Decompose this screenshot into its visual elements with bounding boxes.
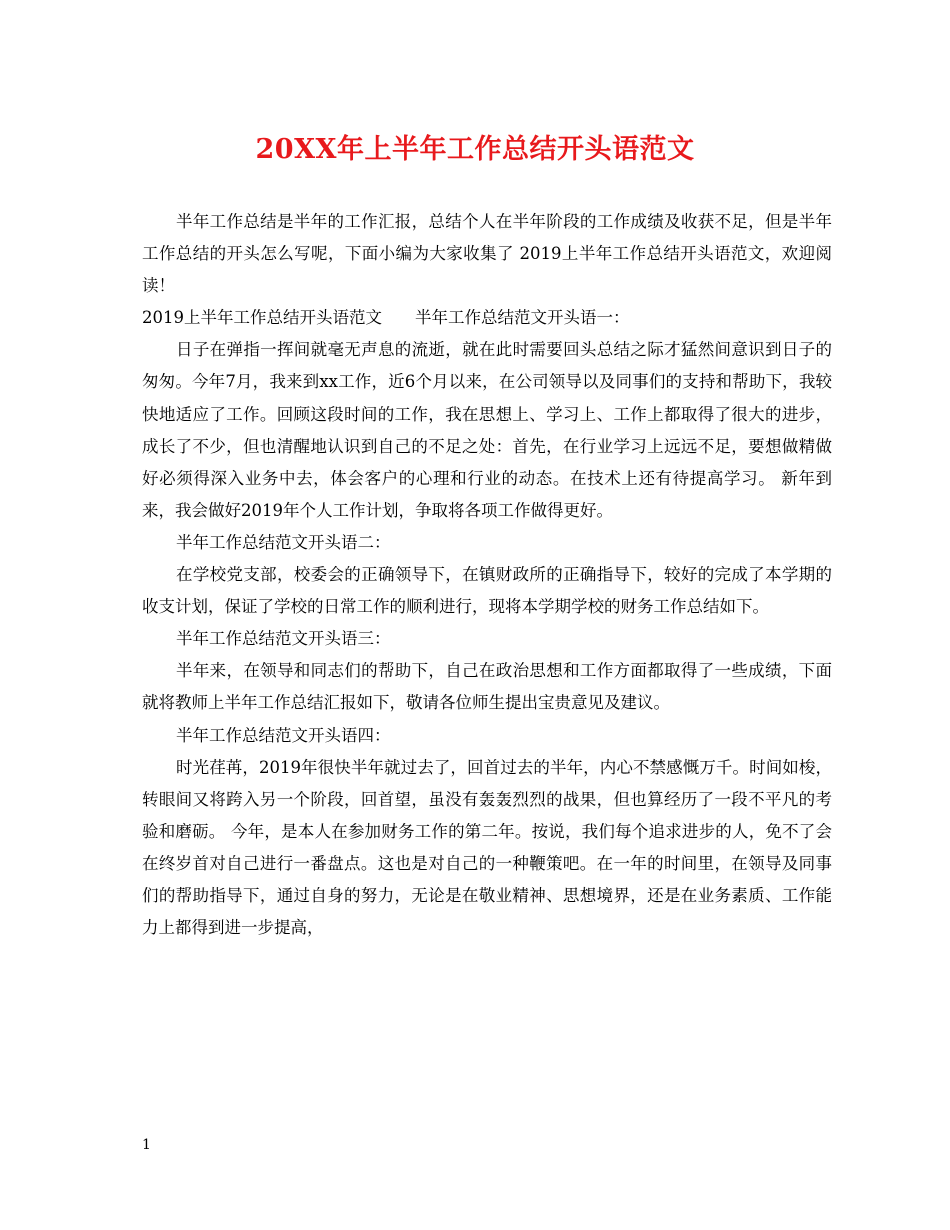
document-body [142, 206, 832, 944]
paragraph-1: 日子在弹指一挥间就毫无声息的流逝，就在此时需要回头总结之际才猛然间意识到日子的匆匆。今年7月，我来到xx工作，近6个月以来，在公司领导以及同事们的支持和帮助下，我较快地适应了工作。回顾这段时间的工作，我在思想上、学习上、工作上都取得了很大的进步，成长了不少，但也清醒地认识到自己的不足之处：首先，在行业学习上远远不足，要想做精做好必须得深入业务中去，体会客户的心理和行业的动态。在技术上还有待提高学习。 新年到来，我会做好2019年个人工作计划，争取将各项工作做得更好。 [142, 340, 832, 520]
paragraph-3: 半年来，在领导和同志们的帮助下，自己在政治思想和工作方面都取得了一些成绩，下面就将教师上半年工作总结汇报如下，敬请各位师生提出宝贵意见及建议。 [142, 661, 832, 713]
document-title: 20XX年上半年工作总结开头语范文 [255, 134, 695, 165]
section-heading-2: 半年工作总结范文开头语二： [176, 532, 391, 552]
section-heading-3: 半年工作总结范文开头语三： [176, 629, 391, 649]
intro-paragraph: 半年工作总结是半年的工作汇报，总结个人在半年阶段的工作成绩及收获不足，但是半年工作总结的开头怎么写呢，下面小编为大家收集了 2019上半年工作总结开头语范文，欢迎阅读！ [142, 212, 832, 296]
section-heading-4: 半年工作总结范文开头语四： [176, 725, 391, 745]
paragraph-2: 在学校党支部，校委会的正确领导下，在镇财政所的正确指导下，较好的完成了本学期的收支计划，保证了学校的日常工作的顺利进行，现将本学期学校的财务工作总结如下。 [142, 565, 832, 617]
page-number: 1 [142, 1137, 151, 1153]
paragraph-4: 时光荏苒，2019年很快半年就过去了，回首过去的半年，内心不禁感慨万千。时间如梭，转眼间又将跨入另一个阶段，回首望，虽没有轰轰烈烈的战果，但也算经历了一段不平凡的考验和磨砺。 今年，是本人在参加财务工作的第二年。按说，我们每个追求进步的人，免不了会在终岁首对自己进行一番盘点。这也是对自己的一种鞭策吧。在一年的时间里，在领导及同事们的帮助指导下，通过自身的努力，无论是在敬业精神、思想境界，还是在业务素质、工作能力上都得到进一步提高， [142, 757, 832, 938]
section-heading-1: 2019上半年工作总结开头语范文 半年工作总结范文开头语一： [142, 308, 630, 328]
